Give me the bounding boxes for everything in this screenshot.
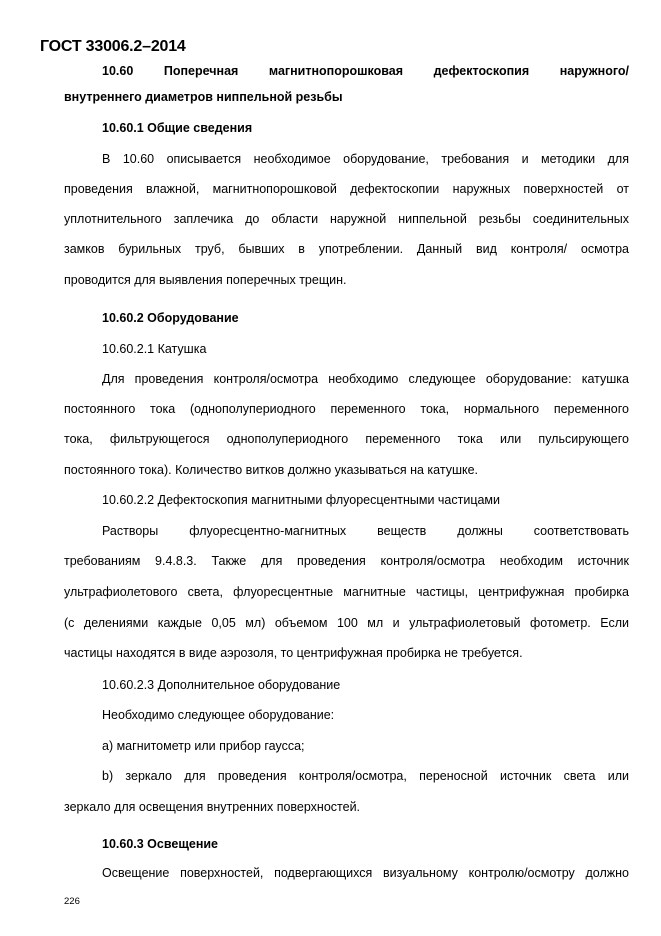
- list-item-b: b) зеркало для проведения контроля/осмотра, переносной источник света или: [102, 769, 629, 783]
- paragraph-line: частицы находятся в виде аэрозоля, то центрифужная пробирка не требуется.: [64, 646, 523, 660]
- paragraph-line: В 10.60 описывается необходимое оборудование, требования и методики для: [102, 152, 629, 166]
- paragraph-line: постоянного тока (однополупериодного переменного тока, нормального переменного: [64, 402, 629, 416]
- paragraph-line: тока, фильтрующегося однополупериодного переменного тока или пульсирующего: [64, 432, 629, 446]
- document-header: ГОСТ 33006.2–2014: [40, 38, 186, 55]
- paragraph-line: ультрафиолетового света, флуоресцентные магнитные частицы, центрифужная пробирка: [64, 585, 629, 599]
- subsection-heading-lighting: 10.60.3 Освещение: [102, 837, 219, 851]
- page-number: 226: [64, 896, 80, 907]
- paragraph-line: Необходимо следующее оборудование:: [102, 708, 335, 722]
- paragraph-line: Освещение поверхностей, подвергающихся визуальному контролю/осмотру должно: [102, 866, 629, 880]
- paragraph-line: уплотнительного заплечика до области наружной ниппельной резьбы соединительных: [64, 212, 629, 226]
- paragraph-line: (с делениями каждые 0,05 мл) объемом 100 мл и ультрафиолетовый фотометр. Если: [64, 616, 629, 630]
- paragraph-line: зеркало для освещения внутренних поверхностей.: [64, 800, 361, 814]
- paragraph-line: замков бурильных труб, бывших в употреблении. Данный вид контроля/ осмотра: [64, 242, 629, 256]
- clause-heading-additional: 10.60.2.3 Дополнительное оборудование: [102, 678, 341, 692]
- paragraph-line: проводится для выявления поперечных трещин.: [64, 273, 347, 287]
- subsection-heading-general: 10.60.1 Общие сведения: [102, 121, 253, 135]
- paragraph-line: Для проведения контроля/осмотра необходимо следующее оборудование: катушка: [102, 372, 629, 386]
- subsection-heading-equipment: 10.60.2 Оборудование: [102, 311, 239, 325]
- paragraph-line: проведения влажной, магнитнопорошковой дефектоскопии наружных поверхностей от: [64, 182, 629, 196]
- clause-heading-coil: 10.60.2.1 Катушка: [102, 342, 207, 356]
- paragraph-line: требованиям 9.4.8.3. Также для проведения контроля/осмотра необходим источник: [64, 554, 629, 568]
- section-title-line-2: внутреннего диаметров ниппельной резьбы: [64, 90, 343, 104]
- paragraph-line: Растворы флуоресцентно-магнитных веществ должны соответствовать: [102, 524, 629, 538]
- paragraph-line: постоянного тока). Количество витков должно указываться на катушке.: [64, 463, 479, 477]
- list-item-a: а) магнитометр или прибор гаусса;: [102, 739, 305, 753]
- clause-heading-fluorescent: 10.60.2.2 Дефектоскопия магнитными флуоресцентными частицами: [102, 493, 501, 507]
- section-title-line-1: 10.60 Поперечная магнитнопорошковая дефектоскопия наружного/: [102, 64, 629, 78]
